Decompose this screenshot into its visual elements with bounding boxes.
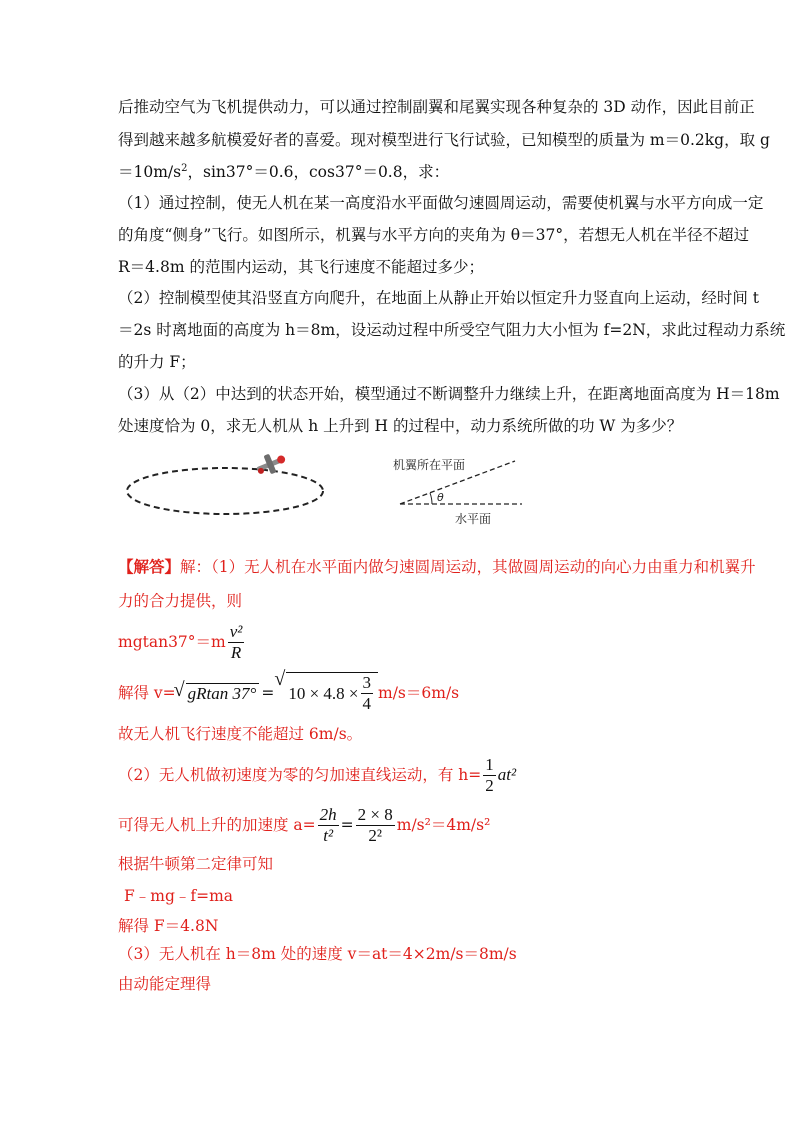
acceleration-text: 可得无人机上升的加速度 a=: [118, 816, 316, 834]
question-3-line-1: （3）从（2）中达到的状态开始，模型通过不断调整升力继续上升，在距离地面高度为 H＝18m: [118, 385, 780, 403]
circular-path: [127, 468, 323, 514]
angle-label: θ: [437, 491, 444, 504]
eq1-denominator: R: [230, 642, 242, 662]
solution-force-result: 解得 F＝4.8N: [118, 917, 219, 935]
solution-line-2: 力的合力提供，则: [118, 592, 243, 610]
problem-line-3-sup: 2: [181, 163, 188, 174]
problem-line-3: [118, 162, 449, 182]
solution-line-conclusion-1: 故无人机飞行速度不能超过 6m/s。: [118, 725, 363, 743]
problem-line-1: 后推动空气为飞机提供动力，可以通过控制副翼和尾翼实现各种复杂的 3D 动作，因此目前正: [118, 98, 755, 116]
half-den: 2: [485, 775, 494, 795]
answer-tag: 【解答】: [118, 557, 181, 576]
acceleration-result: m/s²＝4m/s²: [396, 816, 491, 834]
equation-1: [118, 620, 246, 664]
eq1-numerator: v²: [229, 621, 243, 641]
frac-3-4-den: 4: [362, 694, 372, 713]
equation-2-result: m/s＝6m/s: [378, 684, 460, 702]
sqrt-1: √ gRtan 37°: [186, 683, 260, 704]
problem-line-3b: ，sin37°＝0.6，cos37°＝0.8，求：: [187, 163, 450, 181]
solution-line-1-text: 解：（1）无人机在水平面内做匀速圆周运动，其做圆周运动的向心力由重力和机翼升: [180, 558, 756, 576]
at-squared: at²: [497, 765, 517, 784]
acc-f1-den: t²: [323, 825, 334, 845]
acc-f2-num: 2 × 8: [357, 804, 393, 824]
equation-2-prefix: 解得 v=: [118, 684, 176, 702]
sqrt-2-content: √ 10 × 4.8 ×: [288, 683, 359, 703]
angle-arc: [430, 493, 432, 504]
sqrt-2-fraction: [361, 673, 374, 714]
drone-icon: [253, 449, 288, 479]
equation-1-fraction: [228, 622, 245, 663]
wing-plane-label: 机翼所在平面: [393, 458, 466, 472]
question-2-line-2: ＝2s 时离地面的高度为 h＝8m，设运动过程中所受空气阻力大小恒为 f=2N，求此过程动力系统: [118, 321, 786, 339]
part-2-text: （2）无人机做初速度为零的匀加速直线运动，有 h=: [118, 766, 482, 784]
question-1-line-3: R＝4.8m 的范围内运动，其飞行速度不能超过多少；: [118, 258, 484, 276]
solution-part-3-line-2: 由动能定理得: [118, 975, 212, 993]
solution-line-1: [118, 557, 756, 577]
problem-line-3a: ＝10m/s: [118, 163, 182, 181]
solution-newton-law: 根据牛顿第二定律可知: [118, 855, 274, 873]
acc-f1-num: 2h: [319, 804, 337, 824]
half-fraction: [483, 755, 496, 796]
half-num: 1: [485, 754, 494, 774]
acc-equals: =: [340, 816, 354, 834]
acc-f2-den: 2²: [368, 825, 382, 845]
sqrt-2: [286, 672, 378, 714]
solution-part-2-line-2: [118, 802, 490, 848]
acc-fraction-2: [356, 805, 395, 846]
question-1-line-2: 的角度“侧身”飞行。如图所示，机翼与水平方向的夹角为 θ＝37°，若想无人机在半径不超过: [118, 226, 750, 244]
horizontal-label: 水平面: [455, 512, 492, 526]
solution-force-equation: F﹣mg﹣f=ma: [124, 887, 234, 905]
question-3-line-2: 处速度恰为 0，求无人机从 h 上升到 H 的过程中，动力系统所做的功 W 为多少？: [118, 417, 683, 435]
equation-2: [118, 670, 459, 716]
question-1-line-1: （1）通过控制，使无人机在某一高度沿水平面做匀速圆周运动，需要使机翼与水平方向成一定: [118, 194, 764, 212]
equals-sign: =: [261, 684, 275, 702]
question-2-line-1: （2）控制模型使其沿竖直方向爬升，在地面上从静止开始以恒定升力竖直向上运动，经时间 t: [118, 289, 760, 307]
solution-part-3-line-1: （3）无人机在 h＝8m 处的速度 v＝at＝4×2m/s＝8m/s: [118, 945, 517, 963]
acc-fraction-1: [318, 805, 339, 846]
solution-part-2-line-1: [118, 752, 516, 798]
figure: [110, 440, 550, 530]
problem-line-2: 得到越来越多航模爱好者的喜爱。现对模型进行飞行试验，已知模型的质量为 m＝0.2kg，取 g: [118, 131, 770, 149]
question-2-line-3: 的升力 F；: [118, 353, 196, 371]
frac-3-4-num: 3: [362, 673, 372, 692]
equation-1-left: mgtan37°＝m: [118, 633, 226, 651]
